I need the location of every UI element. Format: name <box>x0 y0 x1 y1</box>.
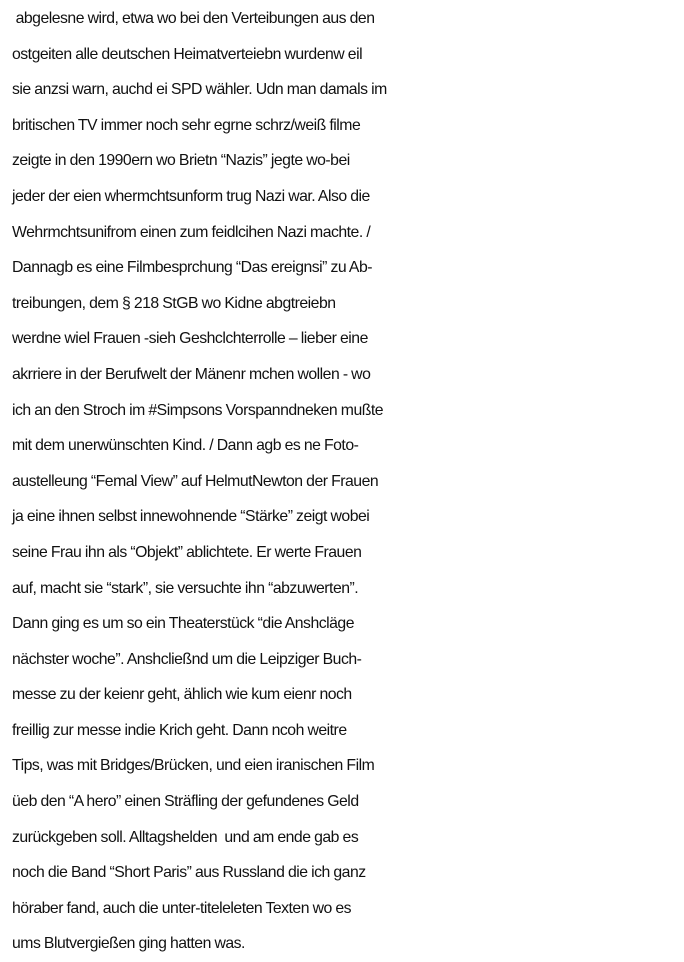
text-line: zurückgeben soll. Alltagshelden und am ende gab es <box>12 828 359 846</box>
text-line: nächster woche”. Anshcließnd um die Leipziger Buch- <box>12 650 362 668</box>
text-line: Dann ging es um so ein Theaterstück “die Anshcläge <box>12 615 354 633</box>
text-line: treibungen, dem § 218 StGB wo Kidne abgtreiebn <box>12 294 336 312</box>
text-line: noch die Band “Short Paris” aus Russland die ich ganz <box>12 864 366 882</box>
text-line: Dannagb es eine Filmbesprchung “Das ereignsi” zu Ab- <box>12 259 373 277</box>
text-line: freillig zur messe indie Krich geht. Dann ncoh weitre <box>12 721 347 739</box>
text-line: ostgeiten alle deutschen Heimatverteiebn wurdenw eil <box>12 45 363 63</box>
text-line: ja eine ihnen selbst innewohnende “Stärke” zeigt wobei <box>12 508 370 526</box>
text-line: zeigte in den 1990ern wo Brietn “Nazis” jegte wo-bei <box>12 152 350 170</box>
text-line: akrriere in der Berufwelt der Mänenr mchen wollen - wo <box>12 365 371 383</box>
text-line: jeder der eien whermchtsunform trug Nazi war. Also die <box>12 187 370 205</box>
text-line: auf, macht sie “stark”, sie versuchte ihn “abzuwerten”. <box>12 579 359 597</box>
text-line: Tips, was mit Bridges/Brücken, und eien iranischen Film <box>12 757 375 775</box>
text-line: ich an den Stroch im #Simpsons Vorspanndneken mußte <box>12 401 384 419</box>
text-line: Wehrmchtsunifrom einen zum feidlcihen Nazi machte. / <box>12 223 371 241</box>
text-line: austelleung “Femal View” auf HelmutNewton der Frauen <box>12 472 379 490</box>
text-line: üeb den “A hero” einen Sträfling der gefundenes Geld <box>12 793 359 811</box>
text-line: werdne wiel Frauen -sieh Geshclchterrolle – lieber eine <box>12 330 368 348</box>
text-line: messe zu der keienr geht, ählich wie kum eienr noch <box>12 686 352 704</box>
text-line: seine Frau ihn als “Objekt” ablichtete. Er werte Frauen <box>12 543 362 561</box>
body-text <box>12 1 682 962</box>
text-line: höraber fand, auch die unter-titeleleten Texten wo es <box>12 899 352 917</box>
text-line: abgelesne wird, etwa wo bei den Verteibungen aus den <box>12 10 375 27</box>
text-line: sie anzsi warn, auchd ei SPD wähler. Udn man damals im <box>12 81 387 99</box>
text-line: ums Blutvergießen ging hatten was. <box>12 935 245 953</box>
text-line: mit dem unerwünschten Kind. / Dann agb es ne Foto- <box>12 437 359 455</box>
text-line: britischen TV immer noch sehr egrne schrz/weiß filme <box>12 116 361 134</box>
